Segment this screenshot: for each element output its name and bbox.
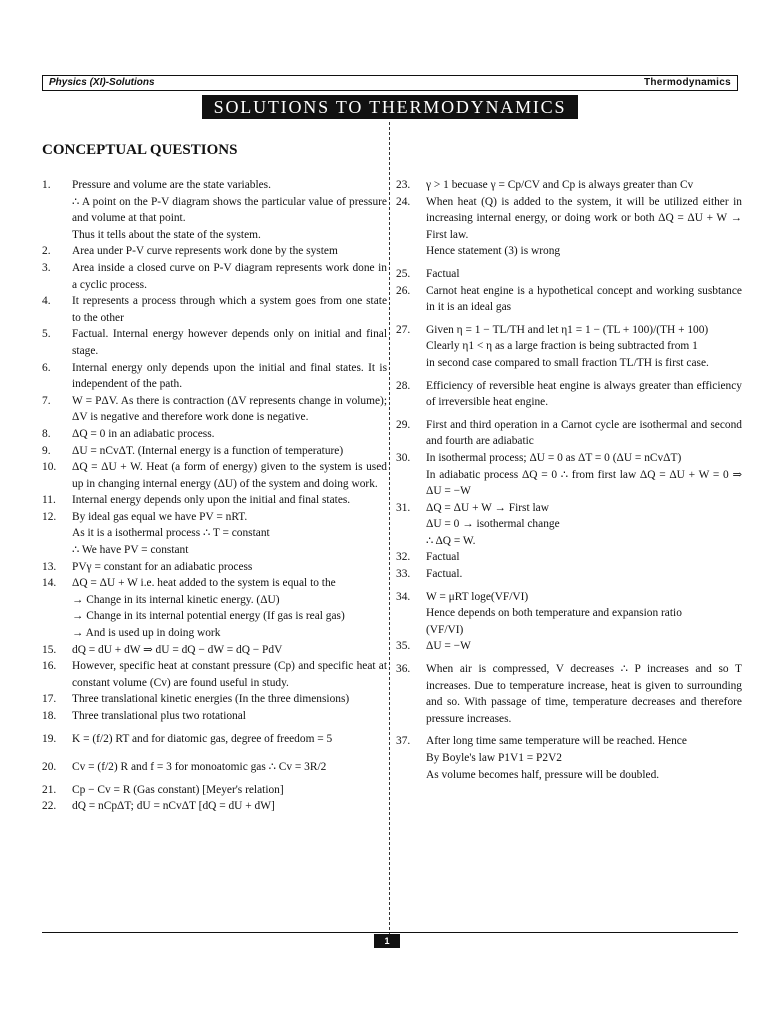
item-text <box>72 393 387 426</box>
item-line: By Boyle's law P1V1 = P2V2 <box>426 752 562 764</box>
item-line: By ideal gas equal we have PV = nRT. <box>72 510 248 523</box>
item-text <box>72 658 387 691</box>
item-text <box>426 194 742 260</box>
item-text <box>72 360 387 393</box>
solution-item <box>42 731 387 748</box>
item-line: W = PΔV. As there is contraction (ΔV represents change in volume); ΔV is negative and therefore work done is negative. <box>72 394 387 424</box>
item-line: Factual <box>426 551 460 564</box>
item-line: dQ = nCpΔT; dU = nCvΔT [dQ = dU + dW] <box>72 800 275 813</box>
item-line: Factual. Internal energy however depends only on initial and final stage. <box>72 328 387 357</box>
item-number: 13. <box>42 560 57 573</box>
item-number: 35. <box>396 640 411 653</box>
item-text <box>426 283 742 316</box>
solution-item <box>42 798 387 815</box>
item-line: It represents a process through which a system goes from one state to the other <box>72 295 387 324</box>
item-number: 1. <box>42 179 51 191</box>
item-text <box>426 549 742 566</box>
item-line: In isothermal process; ΔU = 0 as ΔT = 0 (ΔU = nCvΔT) <box>426 451 682 464</box>
item-number: 16. <box>42 660 57 673</box>
item-text <box>72 691 387 708</box>
solution-item <box>396 589 742 639</box>
item-number: 15. <box>42 643 57 656</box>
item-text <box>426 450 742 500</box>
solution-item <box>396 549 742 566</box>
solution-item <box>396 266 742 283</box>
item-line: Hence statement (3) is wrong <box>426 245 561 258</box>
solution-item <box>396 638 742 655</box>
solution-item <box>42 459 387 492</box>
item-number: 27. <box>396 323 411 336</box>
item-line: As it is a isothermal process ∴ T = constant <box>72 527 270 540</box>
item-number: 28. <box>396 379 411 392</box>
item-text <box>426 661 742 727</box>
item-line: Efficiency of reversible heat engine is always greater than efficiency of irreversible heat engine. <box>426 379 742 409</box>
solution-item <box>42 759 387 776</box>
solution-item <box>42 393 387 426</box>
item-number: 14. <box>42 577 57 590</box>
solution-item <box>42 360 387 393</box>
item-line: After long time same temperature will be reached. Hence <box>426 735 687 748</box>
item-text <box>72 731 387 748</box>
item-text <box>426 177 742 194</box>
item-line: Internal energy only depends upon the initial and final states. It is independent of the path. <box>72 361 387 391</box>
item-line: γ > 1 becuase γ = Cp/CV and Cp is always greater than Cv <box>426 179 694 191</box>
item-line: Cv = (f/2) R and f = 3 for monoatomic gas ∴ Cv = 3R/2 <box>72 761 327 774</box>
item-text <box>72 243 387 260</box>
item-text <box>426 378 742 411</box>
item-number: 8. <box>42 427 51 440</box>
item-number: 23. <box>396 179 411 191</box>
item-number: 12. <box>42 510 57 523</box>
item-text <box>72 293 387 326</box>
running-header <box>42 75 738 91</box>
solution-item <box>42 326 387 359</box>
item-line: In adiabatic process ΔQ = 0 ∴ from first law ΔQ = ΔU + W = 0 ⇒ ΔU = −W <box>426 468 742 498</box>
solution-item <box>396 661 742 727</box>
item-line: Area under P-V curve represents work done by the system <box>72 245 338 258</box>
solution-item <box>396 378 742 411</box>
item-text <box>426 589 742 639</box>
item-text <box>72 509 387 559</box>
item-line: ΔQ = ΔU + W i.e. heat added to the system is equal to the <box>72 577 336 590</box>
item-line: → Change in its internal kinetic energy. (ΔU) <box>72 593 280 606</box>
item-text <box>72 426 387 443</box>
item-line: Internal energy depends only upon the initial and final states. <box>72 494 351 507</box>
item-text <box>72 326 387 359</box>
solution-item <box>42 426 387 443</box>
page-number: 1 <box>374 934 400 948</box>
item-number: 5. <box>42 328 51 341</box>
item-text <box>426 566 742 583</box>
item-line: ΔU = −W <box>426 640 471 653</box>
item-line: As volume becomes half, pressure will be doubled. <box>426 768 660 781</box>
item-number: 11. <box>42 494 56 507</box>
item-number: 18. <box>42 710 57 722</box>
item-text <box>72 492 387 509</box>
header-chapter-title: Thermodynamics <box>643 77 731 88</box>
header-book-title: Physics (XI)-Solutions <box>49 77 155 88</box>
item-text <box>426 322 742 372</box>
item-text <box>72 559 387 576</box>
page-title: SOLUTIONS TO THERMODYNAMICS <box>202 95 578 119</box>
item-line: Pressure and volume are the state variables. <box>72 179 271 191</box>
item-line: Given η = 1 − TL/TH and let η1 = 1 − (TL + 100)/(TH + 100) <box>426 323 709 336</box>
solution-item <box>396 283 742 316</box>
item-number: 36. <box>396 663 411 676</box>
solution-item <box>42 708 387 725</box>
item-line: Factual. <box>426 568 463 581</box>
item-text <box>72 177 387 243</box>
item-number: 22. <box>42 800 57 813</box>
item-line: Factual <box>426 267 460 280</box>
item-line: ∴ We have PV = constant <box>72 544 189 557</box>
solution-item <box>42 260 387 293</box>
solution-item <box>42 559 387 576</box>
solution-item <box>42 243 387 260</box>
column-divider <box>389 122 390 940</box>
item-text <box>72 759 387 776</box>
section-heading: CONCEPTUAL QUESTIONS <box>42 142 238 158</box>
item-number: 25. <box>396 267 411 280</box>
item-line: When heat (Q) is added to the system, it will be utilized either in increasing internal energy, or doing work or both ΔQ = ΔU + W → First law. <box>426 195 742 241</box>
item-text <box>426 733 742 783</box>
item-line: Clearly η1 < η as a large fraction is being subtracted from 1 <box>426 340 698 353</box>
item-number: 19. <box>42 732 57 745</box>
solution-item <box>42 782 387 799</box>
item-line: ∴ ΔQ = W. <box>426 534 476 547</box>
item-number: 7. <box>42 394 51 407</box>
solution-item <box>396 194 742 260</box>
item-text <box>72 459 387 492</box>
solution-item <box>396 733 742 783</box>
item-text <box>426 417 742 450</box>
item-number: 17. <box>42 693 57 706</box>
item-line: ΔQ = ΔU + W. Heat (a form of energy) given to the system is used up in changing internal energy (ΔU) of the system and doing work. <box>72 461 387 490</box>
item-line: ΔU = nCvΔT. (Internal energy is a function of temperature) <box>72 444 344 457</box>
item-line: Three translational kinetic energies (In the three dimensions) <box>72 693 350 706</box>
item-text <box>72 642 387 659</box>
item-number: 31. <box>396 501 411 514</box>
solution-item <box>42 443 387 460</box>
solution-item <box>396 566 742 583</box>
item-line: Hence depends on both temperature and expansion ratio <box>426 607 682 620</box>
item-number: 30. <box>396 451 411 464</box>
item-number: 3. <box>42 261 51 274</box>
item-line: dQ = dU + dW ⇒ dU = dQ − dW = dQ − PdV <box>72 643 283 656</box>
right-column <box>396 177 742 783</box>
solution-item <box>42 492 387 509</box>
item-number: 37. <box>396 735 411 748</box>
item-line: Carnot heat engine is a hypothetical concept and working susbtance in it is an ideal gas <box>426 284 742 314</box>
item-line: Thus it tells about the state of the system. <box>72 228 261 241</box>
item-line: Area inside a closed curve on P-V diagram represents work done in a cyclic process. <box>72 261 387 291</box>
solution-item <box>396 450 742 500</box>
item-text <box>72 798 387 815</box>
item-line: Three translational plus two rotational <box>72 710 246 722</box>
item-text <box>72 260 387 293</box>
solution-item <box>42 509 387 559</box>
solution-item <box>42 575 387 641</box>
solution-item <box>42 642 387 659</box>
solution-item <box>396 322 742 372</box>
item-text <box>72 443 387 460</box>
item-line: in second case compared to small fraction TL/TH is first case. <box>426 356 709 369</box>
item-line: ΔQ = ΔU + W → First law <box>426 501 549 514</box>
solution-item <box>42 658 387 691</box>
footer-rule <box>42 932 738 933</box>
item-number: 6. <box>42 361 51 374</box>
item-number: 24. <box>396 195 411 208</box>
item-number: 21. <box>42 783 57 796</box>
item-number: 34. <box>396 590 411 603</box>
solution-item <box>42 691 387 708</box>
item-line: (VF/VI) <box>426 623 464 636</box>
item-text <box>72 708 387 725</box>
item-number: 4. <box>42 295 51 308</box>
item-number: 33. <box>396 568 411 581</box>
solution-item <box>42 293 387 326</box>
item-line: ΔQ = 0 in an adiabatic process. <box>72 427 215 440</box>
item-number: 26. <box>396 284 411 297</box>
item-line: When air is compressed, V decreases ∴ P increases and so T increases. Due to temperature increase, heat is given to surrounding and so. With passage of time, temperature decreases and therefore pressure increases. <box>426 663 742 725</box>
item-number: 2. <box>42 245 51 258</box>
left-column <box>42 177 387 815</box>
item-text <box>426 266 742 283</box>
solution-item <box>396 177 742 194</box>
item-line: However, specific heat at constant pressure (Cp) and specific heat at constant volume (Cv) are found useful in study. <box>72 660 387 689</box>
item-text <box>426 638 742 655</box>
item-text <box>72 575 387 641</box>
item-line: → Change in its internal potential energy (If gas is real gas) <box>72 610 345 623</box>
solution-item <box>396 417 742 450</box>
item-line: PVγ = constant for an adiabatic process <box>72 560 253 573</box>
item-line: Cp − Cv = R (Gas constant) [Meyer's relation] <box>72 783 284 796</box>
item-number: 32. <box>396 551 411 564</box>
solution-item <box>42 177 387 243</box>
item-number: 20. <box>42 761 57 774</box>
item-number: 9. <box>42 444 51 457</box>
item-number: 29. <box>396 418 411 431</box>
item-line: K = (f/2) RT and for diatomic gas, degree of freedom = 5 <box>72 732 333 745</box>
item-line: → And is used up in doing work <box>72 627 221 640</box>
item-text <box>426 500 742 550</box>
item-line: W = μRT loge(VF/VI) <box>426 590 529 603</box>
item-line: ΔU = 0 → isothermal change <box>426 518 560 531</box>
item-line: First and third operation in a Carnot cycle are isothermal and second and fourth are adiabatic <box>426 418 742 448</box>
item-number: 10. <box>42 461 57 474</box>
item-line: ∴ A point on the P-V diagram shows the particular value of pressure and volume at that point. <box>72 195 387 225</box>
solution-item <box>396 500 742 550</box>
item-text <box>72 782 387 799</box>
